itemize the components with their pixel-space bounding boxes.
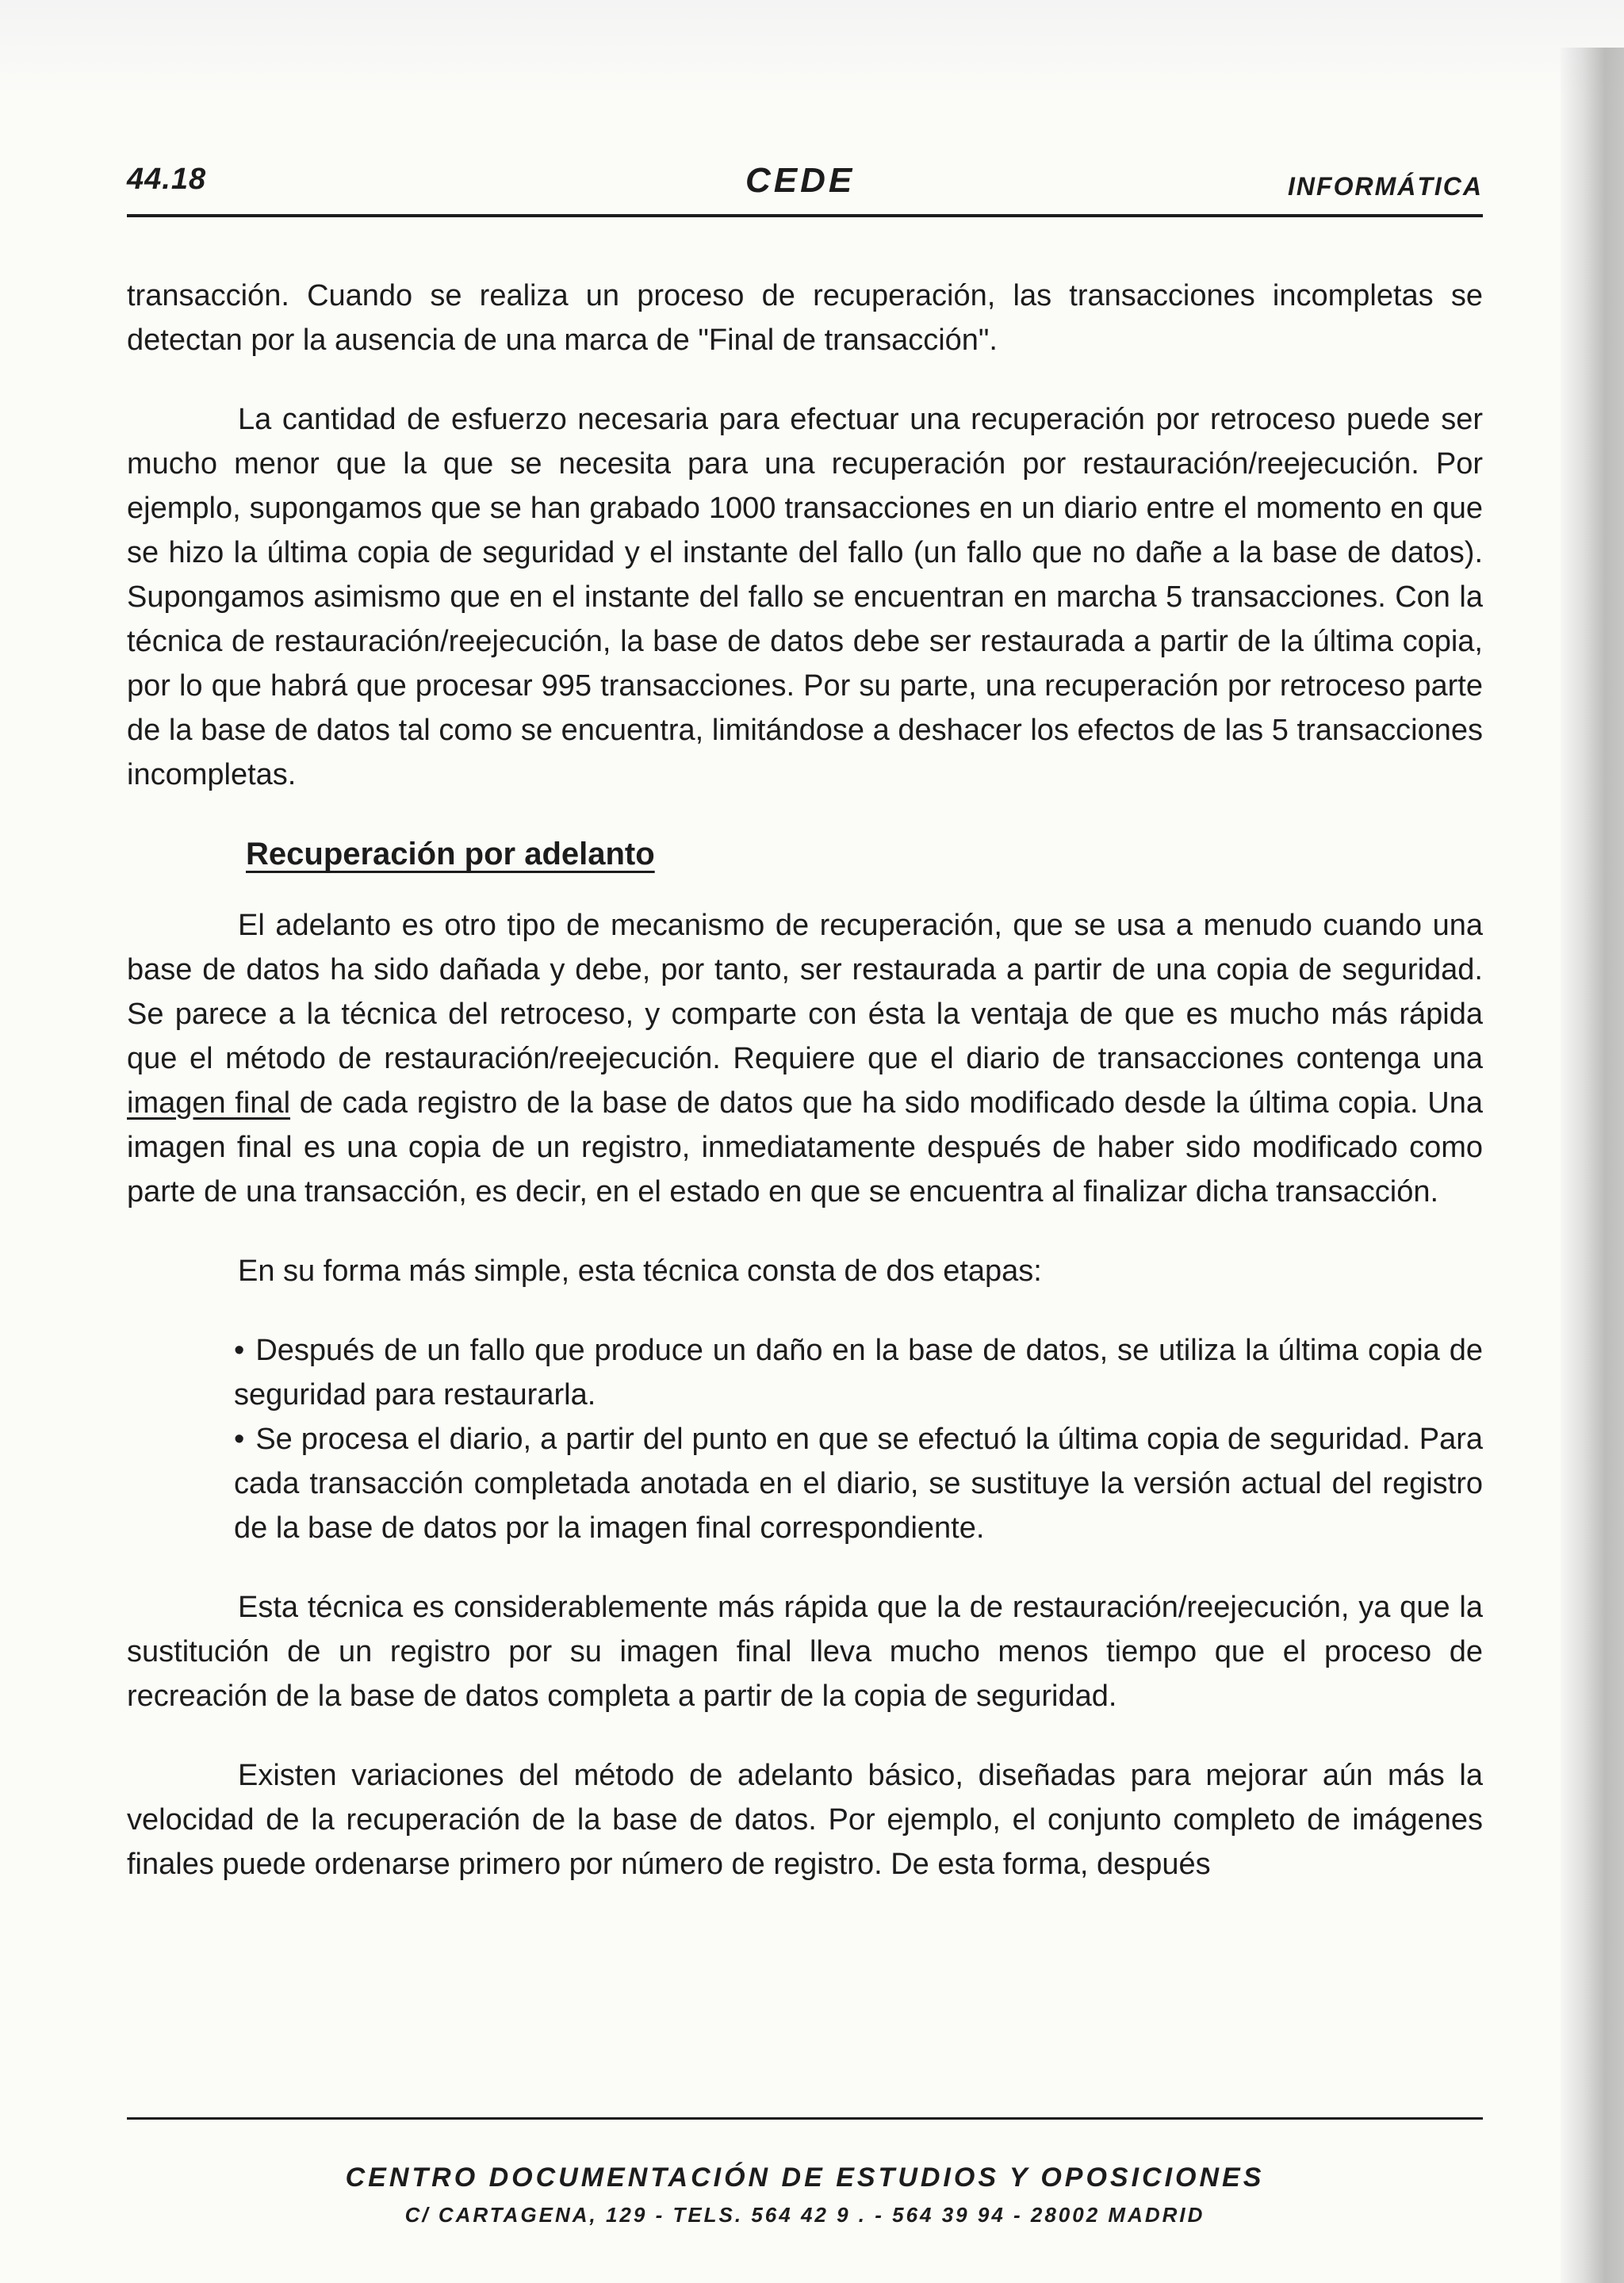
- paragraph-adelanto: [127, 903, 1483, 1214]
- section-heading: Recuperación por adelanto: [246, 837, 655, 871]
- paragraph-text: de cada registro de la base de datos que ha sido modificado desde la última copia. Una imagen final es una copia de un registro, inmediatamente después de haber sido modificado como parte de una transacción, es decir, en el estado en que se encuentra al finalizar dicha transacción.: [127, 1086, 1483, 1209]
- paragraph-speed: Esta técnica es considerablemente más rápida que la de restauración/reejecución, ya que la sustitución de un registro por su imagen final lleva mucho menos tiempo que el proceso de recreación de la base de datos completa a partir de la copia de seguridad.: [127, 1591, 1483, 1713]
- header-rule: [127, 214, 1483, 217]
- paragraph-variations: Existen variaciones del método de adelanto básico, diseñadas para mejorar aún más la velocidad de la recuperación de la base de datos. Por ejemplo, el conjunto completo de imágenes finales puede ordenarse primero por número de registro. De esta forma, después: [127, 1759, 1483, 1881]
- list-item: • Se procesa el diario, a partir del punto en que se efectuó la última copia de seguridad. Para cada transacción completada anotada en el diario, se sustituye la versión actual del registro de la base de datos por la imagen final correspondiente.: [234, 1417, 1483, 1550]
- paragraph-stages-intro: En su forma más simple, esta técnica consta de dos etapas:: [238, 1255, 1042, 1288]
- page-header: [127, 155, 1483, 226]
- publisher-logo: CEDE: [745, 161, 856, 200]
- page-footer: [127, 2117, 1483, 2227]
- paragraph-text: El adelanto es otro tipo de mecanismo de recuperación, que se usa a menudo cuando una base de datos ha sido dañada y debe, por tanto, ser restaurada a partir de una copia de seguridad. Se parece a la técnica del retroceso, y comparte con ésta la ventaja de que es mucho más rápida que el método de restauración/reejecución. Requiere que el diario de transacciones contenga una: [127, 909, 1483, 1075]
- paragraph-effort: La cantidad de esfuerzo necesaria para efectuar una recuperación por retroceso puede ser mucho menor que la que se necesita para una recuperación por restauración/reejecución. Por ejemplo, supongamos que se han grabado 1000 transacciones en un diario entre el momento en que se hizo la última copia de seguridad y el instante del fallo (un fallo que no dañe a la base de datos). Supongamos asimismo que en el instante del fallo se encuentran en marcha 5 transacciones. Con la técnica de restauración/reejecución, la base de datos debe ser restaurada a partir de la última copia, por lo que habrá que procesar 995 transacciones. Por su parte, una recuperación por retroceso parte de la base de datos tal como se encuentra, limitándose a deshacer los efectos de las 5 transacciones incompletas.: [127, 403, 1483, 791]
- underlined-term: imagen final: [127, 1086, 291, 1120]
- scan-shadow-edge: [1561, 48, 1624, 2283]
- list-item: • Después de un fallo que produce un daño en la base de datos, se utiliza la última copia de seguridad para restaurarla.: [234, 1328, 1483, 1417]
- subject-label: INFORMÁTICA: [1288, 172, 1483, 201]
- stages-list: [234, 1328, 1483, 1550]
- footer-title: CENTRO DOCUMENTACIÓN DE ESTUDIOS Y OPOSICIONES: [345, 2162, 1265, 2193]
- page-number: 44.18: [127, 163, 207, 196]
- page-body: [127, 274, 1483, 1921]
- scan-top-margin: [0, 0, 1624, 95]
- footer-rule: [127, 2117, 1483, 2120]
- paragraph-continuation: transacción. Cuando se realiza un proceso de recuperación, las transacciones incompletas se detectan por la ausencia de una marca de "Final de transacción".: [127, 279, 1483, 357]
- footer-address: C/ CARTAGENA, 129 - TELS. 564 42 9 . - 564 39 94 - 28002 MADRID: [404, 2203, 1205, 2227]
